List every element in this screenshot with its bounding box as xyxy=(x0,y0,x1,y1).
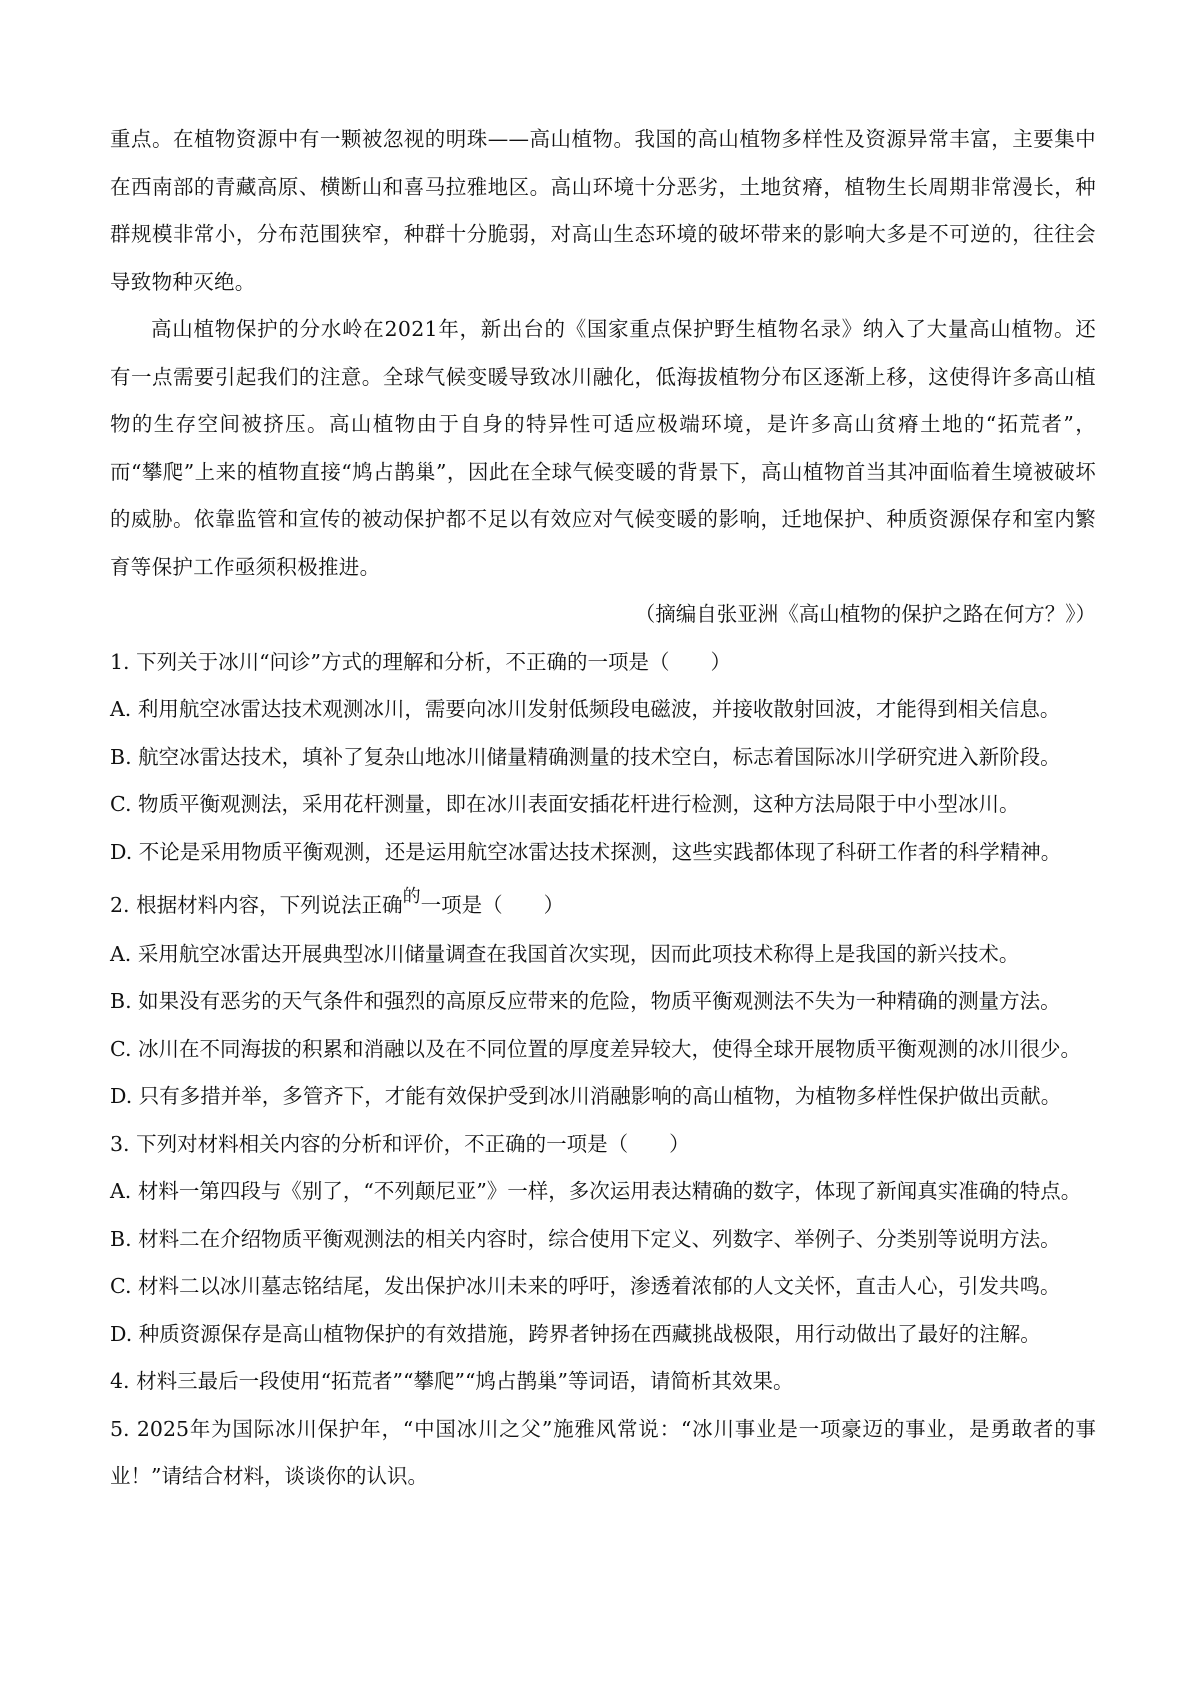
passage-paragraph-2: 高山植物保护的分水岭在2021年，新出台的《国家重点保护野生植物名录》纳入了大量高山植物。还有一点需要引起我们的注意。全球气候变暖导致冰川融化，低海拔植物分布区逐渐上移，这使得许多高山植物的生存空间被挤压。高山植物由于自身的特异性可适应极端环境，是许多高山贫瘠土地的“拓荒者”，而“攀爬”上来的植物直接“鸠占鹊巢”，因此在全球气候变暖的背景下，高山植物首当其冲面临着生境被破坏的威胁。依靠监管和宣传的被动保护都不足以有效应对气候变暖的影响，迁地保护、种质资源保存和室内繁育等保护工作亟须积极推进。 xyxy=(110,317,1096,579)
question-1-stem: 1. 下列关于冰川“问诊”方式的理解和分析，不正确的一项是（ ） xyxy=(110,649,732,674)
question-2-stem-raised-char: 的 xyxy=(402,886,421,907)
question-3-option-c: C. 材料二以冰川墓志铭结尾，发出保护冰川未来的呼吁，渗透着浓郁的人文关怀，直击人心，引发共鸣。 xyxy=(110,1274,1061,1298)
question-4 xyxy=(110,1358,1096,1406)
passage-paragraph-1: 重点。在植物资源中有一颗被忽视的明珠——高山植物。我国的高山植物多样性及资源异常丰富，主要集中在西南部的青藏高原、横断山和喜马拉雅地区。高山环境十分恶劣，土地贫瘠，植物生长周期非常漫长，种群规模非常小，分布范围狭窄，种群十分脆弱，对高山生态环境的破坏带来的影响大多是不可逆的，往往会导致物种灭绝。 xyxy=(110,127,1096,294)
question-2-option-d: D. 只有多措并举，多管齐下，才能有效保护受到冰川消融影响的高山植物，为植物多样性保护做出贡献。 xyxy=(110,1084,1062,1108)
question-3-option-d: D. 种质资源保存是高山植物保护的有效措施，跨界者钟扬在西藏挑战极限，用行动做出了最好的注解。 xyxy=(110,1321,1041,1346)
passage-source: （摘编自张亚洲《高山植物的保护之路在何方？》） xyxy=(634,602,1096,626)
question-4-stem: 4. 材料三最后一段使用“拓荒者”“攀爬”“鸠占鹊巢”等词语，请简析其效果。 xyxy=(110,1369,794,1393)
question-5 xyxy=(110,1406,1096,1501)
question-1-option-a: A. 利用航空冰雷达技术观测冰川，需要向冰川发射低频段电磁波，并接收散射回波，才能得到相关信息。 xyxy=(110,697,1061,721)
document-page xyxy=(110,116,1096,1501)
question-1 xyxy=(110,639,1096,877)
question-1-option-b: B. 航空冰雷达技术，填补了复杂山地冰川储量精确测量的技术空白，标志着国际冰川学研究进入新阶段。 xyxy=(110,744,1061,769)
question-2-stem-after: 一项是（ ） xyxy=(420,893,565,917)
question-2-option-a: A. 采用航空冰雷达开展典型冰川储量调查在我国首次实现，因而此项技术称得上是我国的新兴技术。 xyxy=(110,941,1020,966)
question-2-stem-before: 2. 根据材料内容，下列说法正确 xyxy=(110,893,403,917)
question-3-option-b: B. 材料二在介绍物质平衡观测法的相关内容时，综合使用下定义、列数字、举例子、分类别等说明方法。 xyxy=(110,1226,1061,1251)
question-1-option-d: D. 不论是采用物质平衡观测，还是运用航空冰雷达技术探测，这些实践都体现了科研工作者的科学精神。 xyxy=(110,839,1062,864)
question-2-stem xyxy=(110,882,1096,931)
question-2-option-c: C. 冰川在不同海拔的积累和消融以及在不同位置的厚度差异较大，使得全球开展物质平衡观测的冰川很少。 xyxy=(110,1036,1081,1061)
question-2 xyxy=(110,882,1096,1121)
question-3-option-a: A. 材料一第四段与《别了，“不列颠尼亚”》一样，多次运用表达精确的数字，体现了新闻真实准确的特点。 xyxy=(110,1179,1082,1203)
question-5-stem: 5. 2025年为国际冰川保护年，“中国冰川之父”施雅风常说：“冰川事业是一项豪迈的事业，是勇敢者的事业！”请结合材料，谈谈你的认识。 xyxy=(110,1416,1096,1488)
question-2-option-b: B. 如果没有恶劣的天气条件和强烈的高原反应带来的危险，物质平衡观测法不失为一种精确的测量方法。 xyxy=(110,989,1061,1013)
question-3-stem: 3. 下列对材料相关内容的分析和评价，不正确的一项是（ ） xyxy=(110,1131,690,1156)
question-1-option-c: C. 物质平衡观测法，采用花杆测量，即在冰川表面安插花杆进行检测，这种方法局限于中小型冰川。 xyxy=(110,792,1020,816)
question-3 xyxy=(110,1121,1096,1359)
